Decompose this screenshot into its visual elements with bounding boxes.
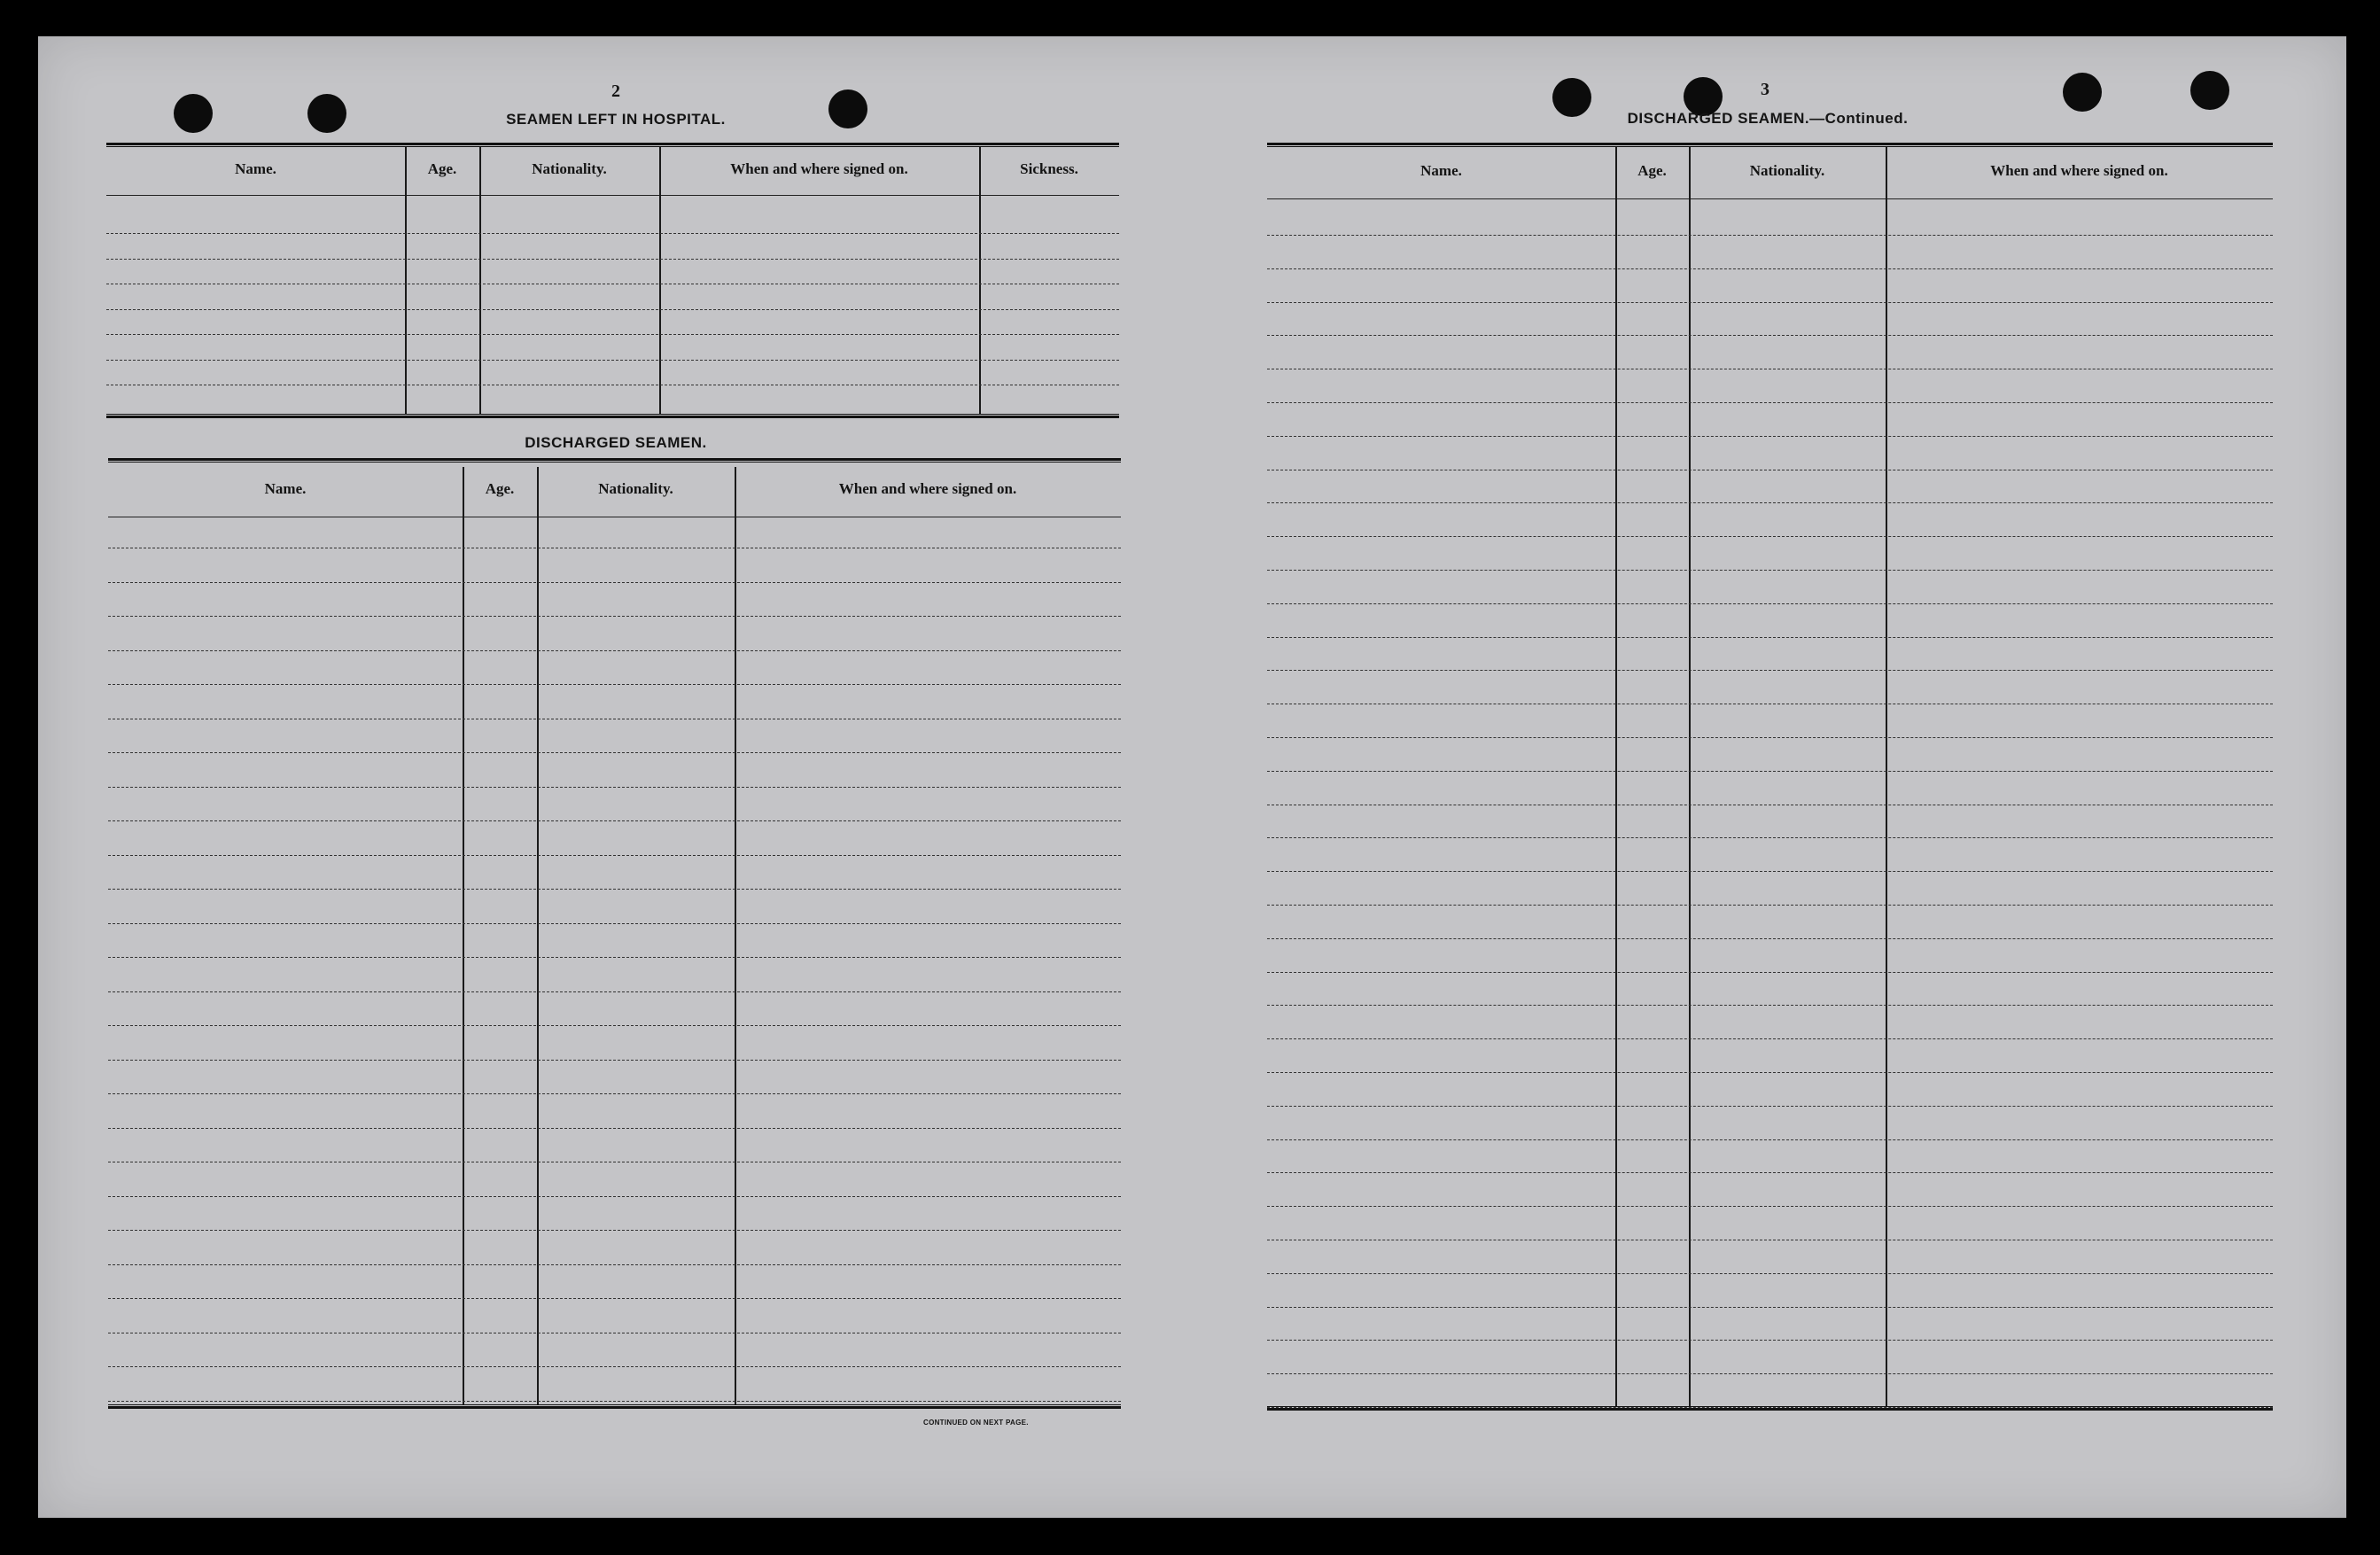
table-row[interactable] [108, 582, 1121, 583]
table-row[interactable] [108, 1060, 1121, 1061]
table-row[interactable] [108, 923, 1121, 924]
hospital-section-title: SEAMEN LEFT IN HOSPITAL. [506, 111, 726, 128]
column-divider [479, 147, 481, 414]
column-header: Nationality. [1749, 162, 1825, 179]
table-row[interactable] [1267, 436, 2273, 437]
table-row[interactable] [1267, 871, 2273, 872]
column-header: Age. [427, 160, 457, 177]
table-row[interactable] [108, 787, 1121, 788]
table-row[interactable] [1267, 1273, 2273, 1274]
table-row[interactable] [1267, 402, 2273, 403]
table-row[interactable] [108, 855, 1121, 856]
hospital-table [106, 143, 1119, 422]
table-row[interactable] [1267, 1106, 2273, 1107]
discharged-continued-table [1267, 143, 2273, 1414]
table-row[interactable] [1267, 1172, 2273, 1173]
column-header: When and where signed on. [838, 480, 1017, 497]
table-row[interactable] [1267, 938, 2273, 939]
table-row[interactable] [1267, 670, 2273, 671]
punch-hole [1552, 78, 1591, 117]
table-row[interactable] [106, 334, 1119, 335]
column-header: Name. [264, 480, 307, 497]
table-row[interactable] [106, 259, 1119, 260]
table-row[interactable] [108, 650, 1121, 651]
discharged-continued-title: DISCHARGED SEAMEN.—Continued. [1627, 110, 1909, 127]
table-row[interactable] [108, 1025, 1121, 1026]
table-row[interactable] [1267, 1139, 2273, 1140]
table-row[interactable] [108, 1401, 1121, 1402]
punch-hole [174, 94, 213, 133]
table-row[interactable] [108, 616, 1121, 617]
table-row[interactable] [1267, 302, 2273, 303]
table-row[interactable] [108, 1196, 1121, 1197]
column-divider [979, 147, 981, 414]
column-header: Nationality. [532, 160, 607, 177]
table-row[interactable] [1267, 1005, 2273, 1006]
column-header: When and where signed on. [730, 160, 908, 177]
discharged-section-title: DISCHARGED SEAMEN. [525, 434, 707, 451]
column-header: Nationality. [598, 480, 673, 497]
table-row[interactable] [1267, 1373, 2273, 1374]
table-row[interactable] [108, 991, 1121, 992]
table-row[interactable] [108, 1298, 1121, 1299]
punch-hole [828, 89, 867, 128]
punch-hole [307, 94, 346, 133]
column-divider [659, 147, 661, 414]
table-row[interactable] [1267, 771, 2273, 772]
continued-note: CONTINUED ON NEXT PAGE. [923, 1419, 1029, 1427]
column-header: Name. [235, 160, 276, 177]
table-row[interactable] [108, 889, 1121, 890]
page-number-left: 2 [611, 82, 620, 101]
table-row[interactable] [108, 684, 1121, 685]
table-row[interactable] [108, 1230, 1121, 1231]
table-row[interactable] [1267, 1038, 2273, 1039]
table-row[interactable] [108, 957, 1121, 958]
column-header: Age. [485, 480, 515, 497]
table-row[interactable] [1267, 268, 2273, 269]
table-row[interactable] [1267, 972, 2273, 973]
table-row[interactable] [108, 1128, 1121, 1129]
page-number-right: 3 [1761, 80, 1769, 99]
table-row[interactable] [1267, 502, 2273, 503]
column-header: Name. [1420, 162, 1462, 179]
table-row[interactable] [1267, 1407, 2273, 1408]
column-divider [405, 147, 407, 414]
column-header: Age. [1637, 162, 1667, 179]
table-row[interactable] [1267, 235, 2273, 236]
table-row[interactable] [1267, 570, 2273, 571]
table-row[interactable] [1267, 603, 2273, 604]
table-row[interactable] [106, 360, 1119, 361]
table-row[interactable] [1267, 1340, 2273, 1341]
table-row[interactable] [1267, 335, 2273, 336]
table-row[interactable] [1267, 536, 2273, 537]
punch-hole [2190, 71, 2229, 110]
column-header: Sickness. [1020, 160, 1078, 177]
table-row[interactable] [106, 309, 1119, 310]
table-row[interactable] [108, 1093, 1121, 1094]
column-header: When and where signed on. [1990, 162, 2168, 179]
table-row[interactable] [1267, 637, 2273, 638]
punch-hole [2063, 73, 2102, 112]
table-row[interactable] [108, 820, 1121, 821]
discharged-table [108, 458, 1121, 1412]
table-row[interactable] [1267, 905, 2273, 906]
table-row[interactable] [1267, 1072, 2273, 1073]
table-row[interactable] [1267, 837, 2273, 838]
table-row[interactable] [106, 233, 1119, 234]
table-row[interactable] [1267, 737, 2273, 738]
table-row[interactable] [108, 1264, 1121, 1265]
table-row[interactable] [1267, 1307, 2273, 1308]
table-row[interactable] [108, 1366, 1121, 1367]
table-row[interactable] [1267, 1206, 2273, 1207]
table-row[interactable] [108, 752, 1121, 753]
